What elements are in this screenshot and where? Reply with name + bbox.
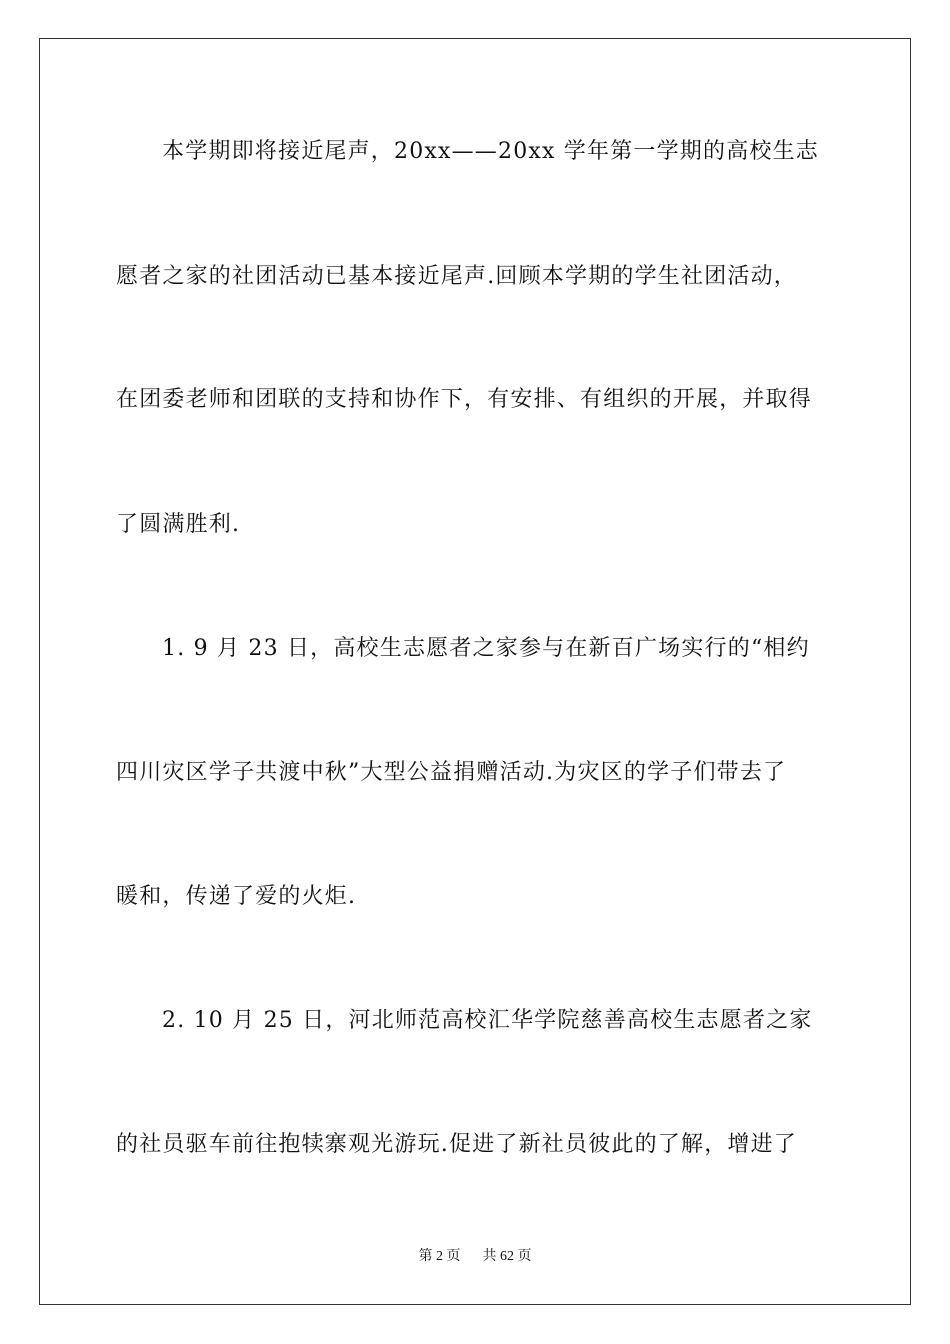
paragraph-line: 暖和，传递了爱的火炬. xyxy=(116,884,357,909)
paragraph-line: 1. 9 月 23 日，高校生志愿者之家参与在新百广场实行的“相约 xyxy=(162,636,810,661)
paragraph-line: 2. 10 月 25 日，河北师范高校汇华学院慈善高校生志愿者之家 xyxy=(162,1008,813,1033)
paragraph-line: 本学期即将接近尾声，20xx——20xx 学年第一学期的高校生志 xyxy=(162,139,820,164)
paragraph-line: 在团委老师和团联的支持和协作下，有安排、有组织的开展，并取得 xyxy=(116,387,813,412)
paragraph-line: 愿者之家的社团活动已基本接近尾声.回顾本学期的学生社团活动， xyxy=(116,264,797,289)
page-total: 共 62 页 xyxy=(482,1249,532,1264)
paragraph-line: 了圆满胜利. xyxy=(116,512,241,537)
page-frame xyxy=(39,38,911,1305)
paragraph-line: 四川灾区学子共渡中秋”大型公益捐赠活动.为灾区的学子们带去了 xyxy=(116,760,787,785)
page-number: 第 2 页 xyxy=(418,1249,461,1264)
paragraph-line: 的社员驱车前往抱犊寨观光游玩.促进了新社员彼此的了解，增进了 xyxy=(116,1132,797,1157)
page-footer xyxy=(0,1247,950,1267)
